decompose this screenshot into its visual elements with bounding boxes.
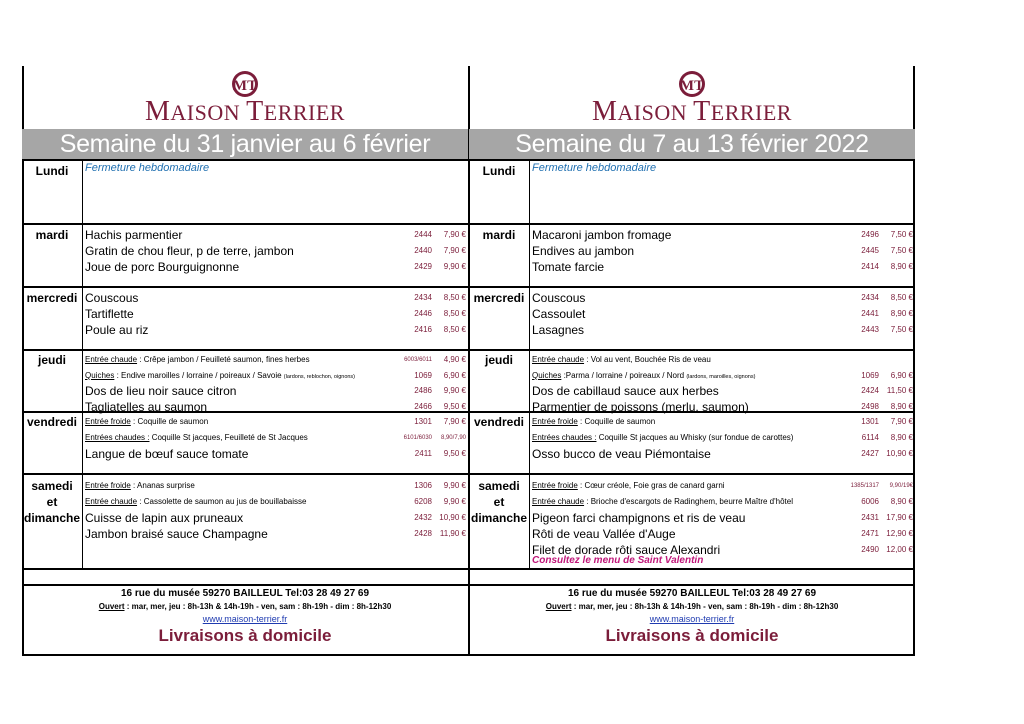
menu-item-price: 10,90 € xyxy=(886,449,913,458)
brand-rest-2: ERRIER xyxy=(263,100,345,125)
menu-item-price: 12,90 € xyxy=(886,529,913,538)
day-label: vendredi xyxy=(26,415,77,429)
menu-item-code: 2434 xyxy=(414,293,432,302)
brand-letter-t: T xyxy=(246,96,264,127)
menu-item-name: Tagliatelles au saumon xyxy=(85,399,208,414)
website-link[interactable]: www.maison-terrier.fr xyxy=(649,614,735,624)
brand-rest-2: ERRIER xyxy=(710,100,792,125)
website-link[interactable]: www.maison-terrier.fr xyxy=(202,614,288,624)
menu-item-name: Couscous xyxy=(85,291,139,305)
menu-item-code: 6003/6011 xyxy=(404,357,432,363)
closed-notice: Fermeture hebdomadaire xyxy=(532,162,657,174)
menu-item-price: 9,90 € xyxy=(443,262,466,271)
day-column-divider xyxy=(529,288,530,349)
menu-item-code: 6006 xyxy=(861,497,879,506)
menu-item-price: 9,50 € xyxy=(443,449,466,458)
day-column-divider xyxy=(82,413,83,473)
day-row-vendredi xyxy=(22,411,468,473)
menu-item-name: Jambon braisé sauce Champagne xyxy=(85,527,268,541)
menu-item-category: Quiches xyxy=(532,370,562,380)
menu-item-code: 2444 xyxy=(414,230,432,239)
menu-item xyxy=(85,259,468,275)
menu-item-name xyxy=(85,414,208,430)
menu-item-price: 8,90 € xyxy=(890,401,913,411)
menu-item xyxy=(85,227,468,243)
day-label: jeudi xyxy=(484,353,513,367)
menu-item xyxy=(532,414,915,430)
menu-item-name: Parmentier de poissons (merlu, saumon) xyxy=(532,399,749,414)
menu-item-name xyxy=(532,430,793,446)
menu-item-price: 17,90 € xyxy=(886,513,913,522)
brand-letter-m: M xyxy=(145,96,171,127)
day-label: mardi xyxy=(35,228,69,242)
svg-text:MT: MT xyxy=(232,78,258,94)
menu-item-category: Entrées chaudes : xyxy=(85,433,150,442)
mt-monogram-icon xyxy=(676,69,708,99)
opening-hours xyxy=(469,602,915,611)
menu-item-name: Gratin de chou fleur, p de terre, jambon xyxy=(85,244,294,258)
menu-item-name: Tomate farcie xyxy=(532,260,605,274)
menu-item-price: 8,90 € xyxy=(890,262,913,271)
menu-item-price: 8,50 € xyxy=(443,293,466,302)
valentin-notice: Consultez le menu de Saint Valentin xyxy=(532,555,704,566)
menu-item xyxy=(532,383,915,399)
menu-item-category: Entrée froide xyxy=(532,417,578,426)
menu-item-price: 8,90 € xyxy=(890,433,913,442)
menu-item-code: 2496 xyxy=(861,230,879,239)
menu-item-name: Osso bucco de veau Piémontaise xyxy=(532,447,711,461)
menu-item-code: 2445 xyxy=(861,246,879,255)
menu-item-name xyxy=(532,494,793,510)
menu-item-name xyxy=(85,430,308,446)
week-panel xyxy=(469,66,915,656)
menu-item-name: Lasagnes xyxy=(532,323,585,337)
delivery-banner: Livraisons à domicile xyxy=(158,626,332,645)
day-label: et xyxy=(493,495,505,509)
menu-item-note: (lardons, reblochon, oignons) xyxy=(283,373,356,380)
menu-item-name: Tartiflette xyxy=(85,307,134,321)
delivery-banner: Livraisons à domicile xyxy=(605,626,779,645)
menu-item-code: 2429 xyxy=(414,262,432,271)
menu-item-price: 7,50 € xyxy=(890,325,913,334)
day-column-divider xyxy=(82,475,83,568)
menu-item xyxy=(532,510,915,526)
menu-item-code: 2486 xyxy=(414,386,432,395)
menu-item-category: Entrée chaude xyxy=(532,355,585,364)
day-row-mardi xyxy=(469,223,915,286)
menu-item-name xyxy=(532,352,711,368)
menu-item-note: (lardons, maroilles, oignons) xyxy=(686,373,756,380)
menu-item-name: Cassoulet xyxy=(532,307,586,321)
brand-letter-t: T xyxy=(693,96,711,127)
menu-item-code: 2428 xyxy=(414,529,432,538)
closed-notice: Fermeture hebdomadaire xyxy=(85,162,210,174)
menu-item-desc: Coquille St jacques, Feuilleté de St Jacques xyxy=(149,433,308,442)
menu-item-name: Dos de lieu noir sauce citron xyxy=(85,384,237,398)
menu-item-price: 7,90 € xyxy=(443,417,466,426)
menu-item xyxy=(532,430,915,446)
menu-item xyxy=(85,478,468,494)
brand-rest-1: AISON xyxy=(170,100,247,125)
day-label: samedi xyxy=(478,479,520,493)
menu-item xyxy=(532,227,915,243)
menu-item xyxy=(85,446,468,462)
menu-item xyxy=(85,430,468,446)
menu-item xyxy=(532,290,915,306)
day-column-divider xyxy=(82,351,83,411)
day-column-divider xyxy=(82,288,83,349)
menu-item-category: Entrée froide xyxy=(85,481,131,490)
menu-item-price: 7,90 € xyxy=(443,230,466,239)
day-row-vendredi xyxy=(469,411,915,473)
menu-item xyxy=(532,322,915,338)
day-column-divider xyxy=(529,475,530,568)
week-panel xyxy=(22,66,468,656)
menu-item xyxy=(85,414,468,430)
menu-item-price: 9,90 € xyxy=(443,481,466,490)
menu-item-category: Entrée froide xyxy=(532,481,578,490)
menu-item-price: 9,50 € xyxy=(443,401,466,411)
menu-item-desc: : Crêpe jambon / Feuilleté saumon, fines herbes xyxy=(137,355,310,364)
menu-item-desc: Coquille St jacques au Whisky (sur fondue de carottes) xyxy=(596,433,794,442)
menu-item xyxy=(532,478,915,494)
shop-address: 16 rue du musée 59270 BAILLEUL Tel:03 28 49 27 69 xyxy=(120,588,370,599)
menu-item-price: 9,90 € xyxy=(443,386,466,395)
menu-item xyxy=(532,243,915,259)
menu-item-name: Rôti de veau Vallée d'Auge xyxy=(532,527,676,541)
svg-text:MT: MT xyxy=(679,78,705,94)
menu-item-code: 2432 xyxy=(414,513,432,522)
menu-item-name: Filet de dorade rôti sauce Alexandri xyxy=(532,543,721,557)
open-label: Ouvert xyxy=(98,602,125,611)
menu-sheet xyxy=(22,66,915,656)
menu-item-name xyxy=(532,368,755,385)
menu-item xyxy=(532,259,915,275)
menu-item-desc: : Vol au vent, Bouchée Ris de veau xyxy=(584,355,711,364)
menu-item-price: 8,90/7,90 xyxy=(440,435,466,441)
day-label: dimanche xyxy=(23,511,80,525)
menu-item-code: 1306 xyxy=(414,481,432,490)
menu-item-code: 2466 xyxy=(414,401,432,411)
menu-item-price: 8,90 € xyxy=(890,497,913,506)
menu-item-name: Macaroni jambon fromage xyxy=(532,228,672,242)
day-column-divider xyxy=(82,161,83,223)
week-title: Semaine du 31 janvier au 6 février xyxy=(22,129,468,159)
menu-item-category: Quiches xyxy=(85,370,115,380)
maison-terrier-logo xyxy=(469,66,915,129)
day-label: Lundi xyxy=(482,164,516,178)
day-label: et xyxy=(46,495,58,509)
menu-item-price: 10,90 € xyxy=(439,513,466,522)
day-column-divider xyxy=(529,225,530,286)
spacer-row xyxy=(469,568,915,584)
menu-item-category: Entrée chaude xyxy=(85,355,138,364)
menu-item xyxy=(532,526,915,542)
day-column-divider xyxy=(529,413,530,473)
menu-item-name xyxy=(85,368,355,385)
menu-item-code: 2434 xyxy=(861,293,879,302)
menu-item-price: 7,50 € xyxy=(890,246,913,255)
day-label: samedi xyxy=(31,479,73,493)
hours-text: : mar, mer, jeu : 8h-13h & 14h-19h - ven, sam : 8h-19h - dim : 8h-12h30 xyxy=(124,602,392,611)
brand-letter-m: M xyxy=(592,96,618,127)
day-row-samedi xyxy=(469,473,915,568)
menu-item-desc: : Brioche d'escargots de Radinghem, beurre Maître d'hôtel xyxy=(584,497,793,506)
menu-item-price: 9,90 € xyxy=(443,497,466,506)
hours-text: : mar, mer, jeu : 8h-13h & 14h-19h - ven, sam : 8h-19h - dim : 8h-12h30 xyxy=(571,602,839,611)
day-label: vendredi xyxy=(473,415,524,429)
shop-address: 16 rue du musée 59270 BAILLEUL Tel:03 28 49 27 69 xyxy=(567,588,817,599)
week-title: Semaine du 7 au 13 février 2022 xyxy=(469,129,915,159)
menu-item-price: 11,50 € xyxy=(886,386,913,395)
menu-item-name xyxy=(85,494,306,510)
day-row-samedi xyxy=(22,473,468,568)
day-row-jeudi xyxy=(22,349,468,414)
menu-item-price: 8,50 € xyxy=(443,325,466,334)
menu-item-price: 9,90/19€ xyxy=(889,483,913,489)
day-label: mardi xyxy=(482,228,516,242)
menu-item-name: Cuisse de lapin aux pruneaux xyxy=(85,511,244,525)
menu-item-code: 6114 xyxy=(861,433,879,442)
day-label: dimanche xyxy=(470,511,527,525)
footer-row xyxy=(469,584,915,656)
menu-item xyxy=(85,494,468,510)
menu-item-code: 2427 xyxy=(861,449,879,458)
menu-item-desc: : Coquille de saumon xyxy=(130,417,209,426)
menu-item-price: 4,90 € xyxy=(443,355,466,364)
menu-item-name: Pigeon farci champignons et ris de veau xyxy=(532,511,746,525)
menu-item-code: 1069 xyxy=(861,370,879,380)
menu-item-desc: : Cassolette de saumon au jus de bouillabaisse xyxy=(137,497,307,506)
menu-item-price: 6,90 € xyxy=(890,370,913,380)
day-column-divider xyxy=(529,161,530,223)
brand-name xyxy=(469,96,915,128)
menu-item xyxy=(532,446,915,462)
menu-item-name xyxy=(532,478,725,494)
menu-item-code: 2431 xyxy=(861,513,879,522)
menu-item-code: 1385/1317 xyxy=(850,483,879,489)
day-label: jeudi xyxy=(37,353,66,367)
menu-item xyxy=(85,243,468,259)
menu-item-code: 2498 xyxy=(861,401,879,411)
menu-item-code: 6208 xyxy=(414,497,432,506)
menu-item-price: 7,50 € xyxy=(890,230,913,239)
menu-item-category: Entrées chaudes : xyxy=(532,433,597,442)
menu-item-desc: : Coquille de saumon xyxy=(577,417,656,426)
menu-item-name: Joue de porc Bourguignonne xyxy=(85,260,240,274)
menu-item xyxy=(85,383,468,399)
menu-item-code: 2416 xyxy=(414,325,432,334)
menu-item-name: Couscous xyxy=(532,291,586,305)
menu-item xyxy=(532,352,915,368)
menu-item-desc: : Ananas surprise xyxy=(130,481,195,490)
menu-item-code: 1069 xyxy=(414,370,432,380)
menu-item-code: 1301 xyxy=(861,417,879,426)
menu-item-category: Entrée froide xyxy=(85,417,131,426)
menu-item-code: 2446 xyxy=(414,309,432,318)
opening-hours xyxy=(22,602,468,611)
menu-item xyxy=(85,352,468,368)
menu-item-category: Entrée chaude xyxy=(532,497,585,506)
open-label: Ouvert xyxy=(545,602,572,611)
day-row-mercredi xyxy=(469,286,915,349)
mt-monogram-icon xyxy=(229,69,261,99)
menu-item-price: 8,90 € xyxy=(890,309,913,318)
maison-terrier-logo xyxy=(22,66,468,129)
day-label: Lundi xyxy=(35,164,69,178)
menu-item-name xyxy=(85,352,310,368)
menu-item-name xyxy=(532,414,655,430)
day-column-divider xyxy=(529,351,530,411)
menu-item-price: 8,50 € xyxy=(890,293,913,302)
day-column-divider xyxy=(82,225,83,286)
day-row-lundi xyxy=(22,159,468,223)
menu-item-price: 7,90 € xyxy=(890,417,913,426)
menu-item xyxy=(532,368,915,384)
menu-item-code: 6101/6030 xyxy=(403,435,432,441)
menu-item-price: 11,90 € xyxy=(439,529,466,538)
menu-item-code: 2414 xyxy=(861,262,879,271)
menu-item xyxy=(85,322,468,338)
menu-item-name: Endives au jambon xyxy=(532,244,635,258)
menu-item-name: Dos de cabillaud sauce aux herbes xyxy=(532,384,719,398)
day-row-jeudi xyxy=(469,349,915,414)
footer xyxy=(469,588,915,646)
menu-item-code: 2490 xyxy=(861,545,879,554)
menu-item-name: Poule au riz xyxy=(85,323,149,337)
menu-item xyxy=(532,306,915,322)
menu-item-price: 8,50 € xyxy=(443,309,466,318)
spacer-row xyxy=(22,568,468,584)
day-label: mercredi xyxy=(473,291,525,305)
day-row-mercredi xyxy=(22,286,468,349)
day-row-mardi xyxy=(22,223,468,286)
menu-item-desc: : Cœur créole, Foie gras de canard garni xyxy=(577,481,725,490)
menu-item xyxy=(85,306,468,322)
menu-item-code: 2441 xyxy=(861,309,879,318)
menu-item-code: 1301 xyxy=(414,417,432,426)
menu-item-category: Entrée chaude xyxy=(85,497,138,506)
footer-row xyxy=(22,584,468,656)
menu-item-name: Langue de bœuf sauce tomate xyxy=(85,447,249,461)
menu-item-code: 2424 xyxy=(861,386,879,395)
menu-item-code: 2471 xyxy=(861,529,879,538)
menu-item-code: 2443 xyxy=(861,325,879,334)
footer xyxy=(22,588,468,646)
menu-item xyxy=(85,290,468,306)
menu-item-code: 2440 xyxy=(414,246,432,255)
menu-item-desc: :Parma / lorraine / poireaux / Nord xyxy=(561,370,687,380)
menu-item-name xyxy=(85,478,195,494)
menu-item xyxy=(532,494,915,510)
menu-item xyxy=(85,526,468,542)
menu-item-price: 12,00 € xyxy=(886,545,913,554)
brand-name xyxy=(22,96,468,128)
day-label: mercredi xyxy=(26,291,78,305)
brand-rest-1: AISON xyxy=(617,100,694,125)
menu-item xyxy=(85,510,468,526)
menu-item xyxy=(85,368,468,384)
day-row-lundi xyxy=(469,159,915,223)
menu-item-name: Hachis parmentier xyxy=(85,228,183,242)
menu-item-price: 7,90 € xyxy=(443,246,466,255)
menu-item-price: 6,90 € xyxy=(443,370,466,380)
menu-item-desc: : Endive maroilles / lorraine / poireaux / Savoie xyxy=(114,370,284,380)
menu-item-code: 2411 xyxy=(414,449,432,458)
